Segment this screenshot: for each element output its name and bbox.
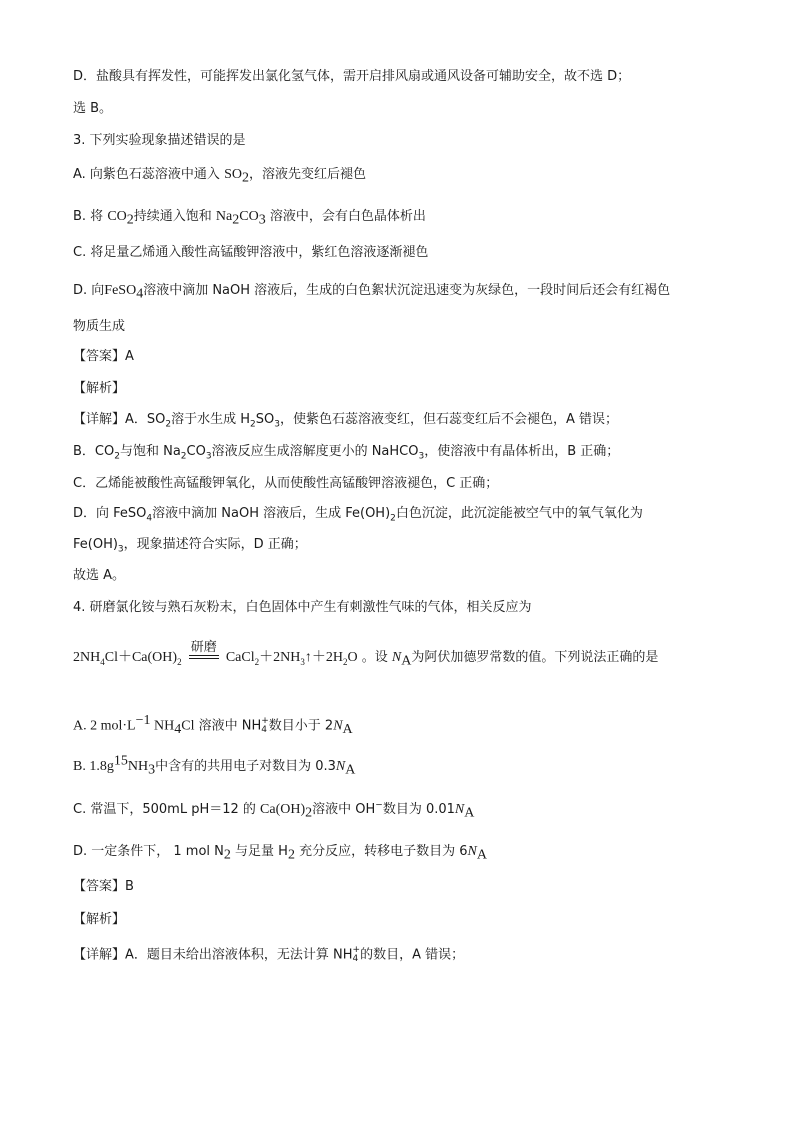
question-3-explain-c: C．乙烯能被酸性高锰酸钾氧化，从而使酸性高锰酸钾溶液褪色，C 正确； [73,476,499,491]
question-3-option-b: B. 将 $CO_2$持续通入饱和 $Na_2CO_3$ 溶液中，会有白色晶体析出 [73,209,426,228]
question-3-option-a: A. 向紫色石蕊溶液中通入 $SO_2$，溶液先变红后褪色 [73,167,366,186]
question-3-option-d-cont: 物质生成 [73,319,126,334]
question-4-answer: 【答案】B [73,879,134,894]
question-4-option-d: D. 一定条件下， 1 mol $N_2$ 与足量 $H_2$ 充分反应，转移电子数目为 $6N_A$ [73,844,487,863]
question-4-explain-a: 【详解】A．题目未给出溶液体积，无法计算 NH + 4 的数目，A 错误； [73,945,465,964]
question-3-explain-d: D．向 FeSO$_4$溶液中滴加 NaOH 溶液后，生成 $Fe(OH)_2$白色沉淀，此沉淀能被空气中的氧气氧化为 [73,506,643,524]
question-4-stem: 4. 研磨氯化铵与熟石灰粉末，白色固体中产生有刺激性气味的气体，相关反应为 [73,600,532,615]
paragraph-2: 选 B。 [73,101,113,116]
question-3-conclusion: 故选 A。 [73,568,126,583]
question-3-option-d: D. 向FeSO$_4$溶液中滴加 NaOH 溶液后，生成的白色絮状沉淀迅速变为灰绿色，一段时间后还会有红褐色 [73,283,671,302]
question-3-explain-d-cont: $Fe(OH)_3$，现象描述符合实际，D 正确； [73,537,307,555]
question-4-analysis-label: 【解析】 [73,912,126,927]
reaction-condition: 研磨 [190,640,217,655]
question-3-explain-a: 【详解】A．$SO_2$溶于水生成 $H_2SO_3$，使紫色石蕊溶液变红，但石蕊变红后不会褪色，A 错误； [73,412,619,430]
reaction-equation: $2NH_4Cl+Ca(OH)_2$ 研磨 $CaCl_2+2NH_3↑+2H_2O$ 。设 $N_A$为阿伏加德罗常数的值。下列说法正确的是 [73,636,658,676]
question-3-analysis-label: 【解析】 [73,381,126,396]
reaction-condition-arrow [189,636,219,670]
paragraph-1: D．盐酸具有挥发性，可能挥发出氯化氢气体，需开启排风扇或通风设备可辅助安全，故不选 D； [73,69,631,84]
question-3-answer: 【答案】A [73,349,134,364]
question-3-stem: 3. 下列实验现象描述错误的是 [73,133,246,148]
question-3-option-c: C. 将足量乙烯通入酸性高锰酸钾溶液中，紫红色溶液逐渐褪色 [73,245,429,260]
question-4-option-c: C. 常温下，500mL pH＝12 的 $Ca(OH)_2$溶液中 OH−数目为 $0.01N_A$ [73,800,475,821]
question-3-explain-b: B．$CO_2$与饱和 $Na_2CO_3$溶液反应生成溶解度更小的 NaHCO$_3$，使溶液中有晶体析出，B 正确； [73,444,620,462]
question-4-option-b: B. $1.8g^{15}NH_3$中含有的共用电子对数目为 $0.3N_A$ [73,753,356,778]
question-4-option-a: A. 2 $mol\cdot L^{-1}$ $NH_4Cl$ 溶液中 NH + 4 数目小于 $2N_A$ [73,713,353,738]
